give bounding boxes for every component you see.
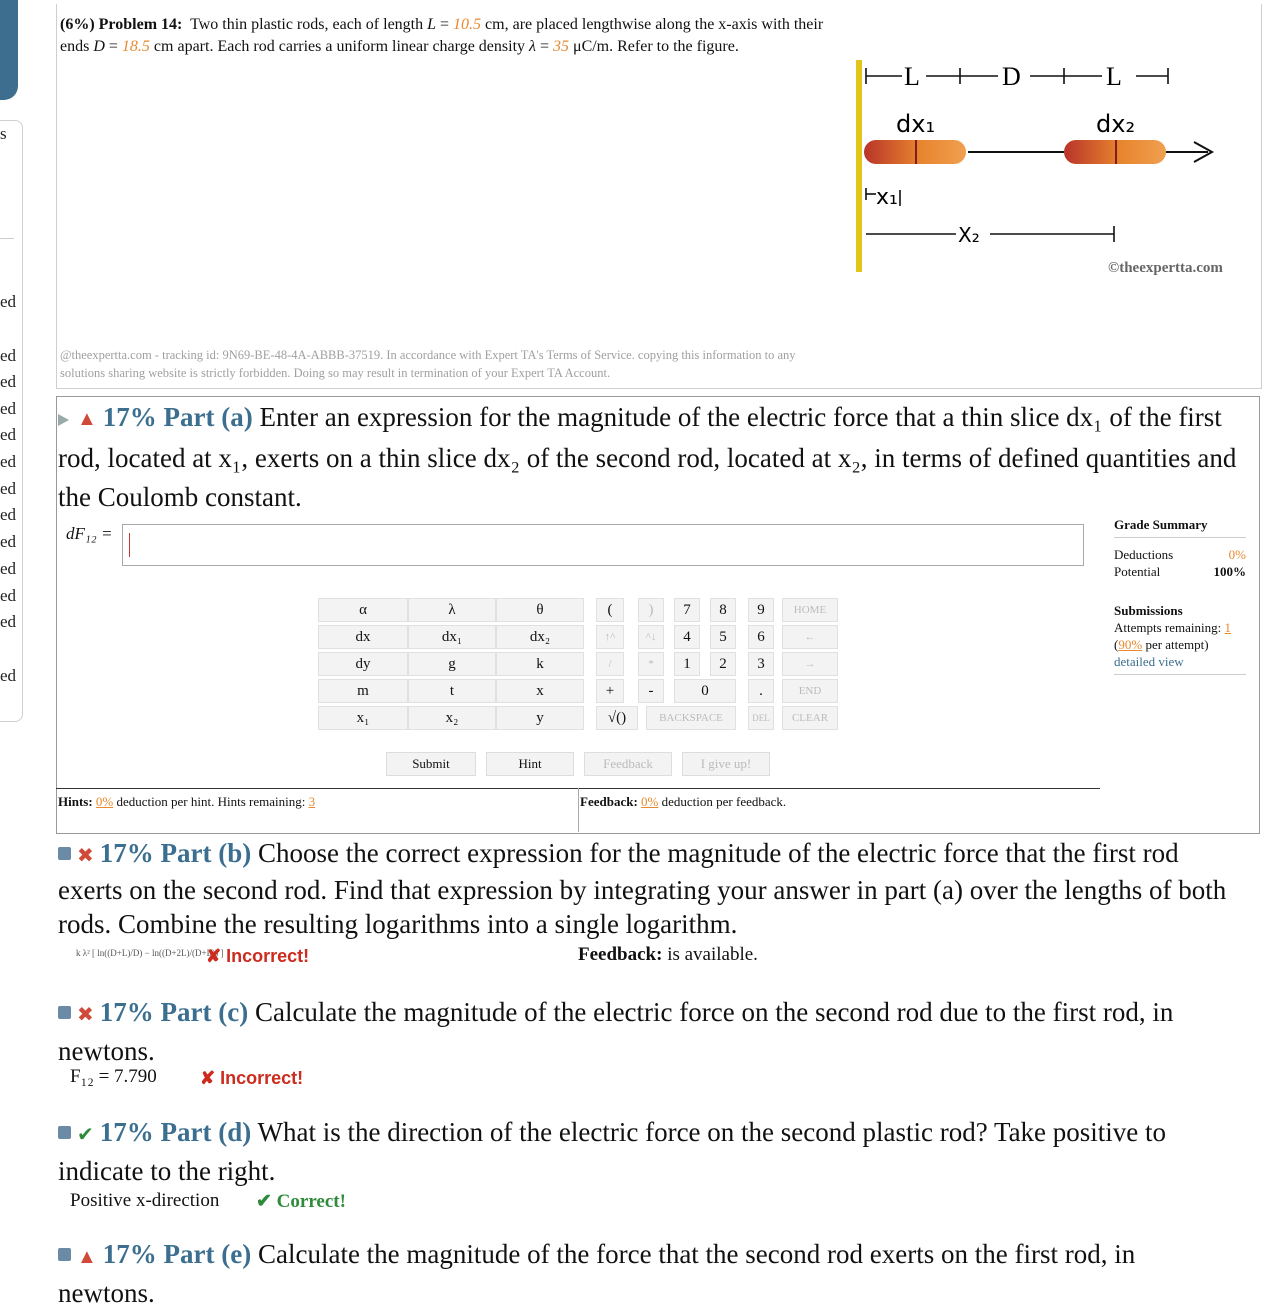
feedback-text: deduction per feedback.: [658, 794, 787, 809]
detailed-view-link[interactable]: detailed view: [1114, 654, 1184, 669]
hints-label: Hints:: [58, 794, 93, 809]
collapse-icon[interactable]: [58, 1126, 71, 1139]
sidebar-label[interactable]: ed: [0, 666, 17, 685]
answer-label: dF₁₂ =: [66, 524, 113, 543]
key-y[interactable]: y: [496, 706, 584, 730]
feedback-button[interactable]: Feedback: [584, 752, 672, 776]
part-a-text: Enter an expression for the magnitude of the electric force that a thin slice dx₁ of the first rod, located at x₁, exerts on a thin slice dx₂ of the second rod, located at x₂, in terms of defined quantities and the Coulomb constant.: [58, 402, 1237, 513]
rods-figure: [850, 60, 1250, 280]
part-a-question: [58, 398, 1238, 517]
label-L1: L: [904, 62, 920, 91]
home-button[interactable]: HOME: [782, 598, 838, 622]
attempts-label: Attempts remaining:: [1114, 620, 1222, 635]
part-b-label: 17% Part (b): [99, 838, 252, 868]
sidebar-label[interactable]: s: [0, 124, 7, 143]
key-5[interactable]: 5: [710, 625, 736, 649]
key-open-paren[interactable]: (: [596, 598, 624, 622]
potential-label: Potential: [1114, 564, 1161, 579]
label-x1: x₁: [876, 185, 898, 210]
equals: =: [104, 38, 122, 55]
sidebar-label[interactable]: ed: [0, 479, 17, 498]
problem-statement: [60, 14, 840, 58]
key-0[interactable]: 0: [674, 679, 736, 703]
collapse-icon[interactable]: [58, 1248, 71, 1261]
part-d-text: What is the direction of the electric force on the second plastic rod? Take positive to indicate to the right.: [58, 1117, 1167, 1186]
hint-feedback-divider: [578, 788, 579, 832]
problem-number: (6%) Problem 14:: [60, 16, 183, 33]
problem-text-3: cm apart. Each rod carries a uniform linear charge density: [149, 38, 530, 55]
potential-value: 100%: [1213, 564, 1246, 579]
expand-arrow-icon[interactable]: [58, 414, 69, 426]
warning-icon: ▲: [77, 408, 97, 431]
feedback-pct: 0%: [641, 794, 659, 809]
submit-button[interactable]: Submit: [386, 752, 476, 776]
key-x1[interactable]: x₁: [318, 706, 408, 730]
key-plus[interactable]: +: [596, 679, 624, 703]
grade-summary-title: Grade Summary: [1114, 517, 1208, 532]
lambda-value: 35: [552, 38, 569, 55]
part-c-label: 17% Part (c): [99, 997, 249, 1027]
hints-remaining: 3: [308, 794, 316, 809]
figure-copyright: ©theexpertta.com: [1108, 260, 1223, 276]
collapse-icon[interactable]: [58, 1006, 71, 1019]
part-c-answer: F₁₂ = 7.790: [70, 1066, 157, 1087]
hint-button[interactable]: Hint: [486, 752, 574, 776]
incorrect-icon: ✖: [77, 844, 94, 867]
deductions-label: Deductions: [1114, 547, 1174, 562]
key-4[interactable]: 4: [674, 625, 700, 649]
part-d-answer: Positive x-direction: [70, 1190, 220, 1211]
warning-icon: ▲: [77, 1245, 97, 1268]
key-theta[interactable]: θ: [496, 598, 584, 622]
key-up[interactable]: ↑^: [596, 625, 624, 649]
sidebar-divider: [0, 238, 14, 239]
backspace-button[interactable]: BACKSPACE: [646, 706, 736, 730]
part-d-status: ✔ Correct!: [256, 1191, 346, 1212]
label-D: D: [1002, 62, 1021, 91]
feedback-info: [580, 794, 786, 810]
label-L2: L: [1106, 62, 1122, 91]
part-b-feedback-label: Feedback:: [578, 944, 663, 965]
key-1[interactable]: 1: [674, 652, 700, 676]
sidebar-label[interactable]: ed: [0, 346, 17, 365]
part-e-text: Calculate the magnitude of the force that the second rod exerts on the first rod, in newtons.: [58, 1239, 1136, 1308]
tracking-notice: @theexpertta.com - tracking id: 9N69-BE-48-4A-ABBB-37519. In accordance with Expert TA's Terms of Service. copying this information to any solutions sharing website is strictly forbidden. Doing so may result in termination of your Expert TA Account.: [60, 348, 796, 380]
key-dx1[interactable]: dx₁: [408, 625, 496, 649]
end-button[interactable]: END: [782, 679, 838, 703]
problem-text-2: cm, are placed lengthwise along the x-axis with their ends: [60, 16, 824, 55]
key-alpha[interactable]: α: [318, 598, 408, 622]
collapse-icon[interactable]: [58, 847, 71, 860]
key-down[interactable]: ^↓: [638, 625, 664, 649]
part-e-label: 17% Part (e): [102, 1239, 252, 1269]
key-dy[interactable]: dy: [318, 652, 408, 676]
problem-text-4: μC/m. Refer to the figure.: [568, 38, 739, 55]
hints-info: [58, 794, 315, 810]
label-dx1: dx₁: [896, 110, 936, 138]
y-axis-wall: [856, 60, 862, 272]
per-attempt-pct: 90%: [1118, 637, 1143, 652]
key-x2[interactable]: x₂: [408, 706, 496, 730]
sidebar-label[interactable]: ed: [0, 586, 17, 605]
feedback-label: Feedback:: [580, 794, 638, 809]
lambda-symbol: λ: [529, 38, 536, 55]
key-multiply[interactable]: *: [638, 652, 664, 676]
key-minus[interactable]: -: [638, 679, 664, 703]
key-m[interactable]: m: [318, 679, 408, 703]
part-a-label: 17% Part (a): [102, 402, 253, 432]
key-close-paren[interactable]: ): [638, 598, 664, 622]
submissions-title: Submissions: [1114, 603, 1183, 618]
part-c-text: Calculate the magnitude of the electric force on the second rod due to the first rod, in newtons.: [58, 997, 1174, 1066]
key-lambda[interactable]: λ: [408, 598, 496, 622]
cursor-right-button[interactable]: →: [782, 652, 838, 676]
key-divide[interactable]: /: [596, 652, 624, 676]
key-t[interactable]: t: [408, 679, 496, 703]
grade-summary: Grade Summary Deductions 0% Potential 100% Submissions Attempts remaining: 1 (90% per attempt) detailed view: [1114, 516, 1246, 683]
distance-symbol: D: [93, 38, 105, 55]
per-attempt-text: per attempt): [1145, 637, 1209, 652]
equals: =: [535, 38, 553, 55]
key-dx[interactable]: dx: [318, 625, 408, 649]
delete-button[interactable]: DEL: [748, 706, 774, 730]
clear-button[interactable]: CLEAR: [782, 706, 838, 730]
length-value: 10.5: [453, 16, 482, 33]
key-dx2[interactable]: dx₂: [496, 625, 584, 649]
key-k[interactable]: k: [496, 652, 584, 676]
sidebar-logo-fragment: [0, 0, 18, 100]
sidebar-label[interactable]: ed: [0, 532, 17, 551]
sidebar-label[interactable]: ed: [0, 399, 17, 418]
sidebar-label[interactable]: ed: [0, 372, 17, 391]
deductions-value: 0%: [1228, 547, 1246, 562]
incorrect-icon: ✖: [77, 1003, 94, 1026]
sidebar-label[interactable]: ed: [0, 425, 17, 444]
key-7[interactable]: 7: [674, 598, 700, 622]
problem-text-1: Two thin plastic rods, each of length: [190, 16, 428, 33]
part-b-status: ✘ Incorrect!: [206, 946, 310, 966]
answer-input[interactable]: [122, 524, 1084, 566]
equals: =: [436, 16, 454, 33]
key-x[interactable]: x: [496, 679, 584, 703]
sidebar-label[interactable]: ed: [0, 559, 17, 578]
key-9[interactable]: 9: [748, 598, 774, 622]
part-d-label: 17% Part (d): [99, 1117, 252, 1147]
length-symbol: L: [427, 16, 437, 33]
attempts-value: 1: [1224, 620, 1231, 635]
action-buttons: [0, 752, 800, 778]
sidebar-label[interactable]: ed: [0, 612, 17, 631]
key-sqrt[interactable]: √(): [596, 706, 638, 730]
part-b-question: [58, 836, 1238, 941]
sidebar-label[interactable]: ed: [0, 292, 17, 311]
part-e-question: [58, 1236, 1238, 1311]
sidebar-label[interactable]: ed: [0, 452, 17, 471]
distance-value: 18.5: [121, 38, 150, 55]
cursor-left-button[interactable]: ←: [782, 625, 838, 649]
hints-pct: 0%: [95, 794, 114, 809]
key-2[interactable]: 2: [710, 652, 736, 676]
part-d-question: [58, 1114, 1238, 1189]
key-g[interactable]: g: [408, 652, 496, 676]
text-caret: [129, 533, 130, 557]
part-c-question: [58, 994, 1238, 1069]
part-b-formula: k λ² [ ln((D+L)/D) − ln((D+2L)/(D+L)) ]: [76, 948, 224, 958]
part-b-feedback: [578, 944, 758, 966]
part-c-status: ✘ Incorrect!: [200, 1068, 304, 1088]
key-3[interactable]: 3: [748, 652, 774, 676]
label-x2: X₂: [958, 223, 980, 247]
part-b-feedback-text: is available.: [662, 944, 758, 965]
hints-text: deduction per hint. Hints remaining:: [113, 794, 309, 809]
equation-keypad: [318, 596, 840, 734]
key-dot[interactable]: .: [748, 679, 774, 703]
key-8[interactable]: 8: [710, 598, 736, 622]
sidebar-label[interactable]: ed: [0, 505, 17, 524]
give-up-button[interactable]: I give up!: [682, 752, 770, 776]
part-b-text: Choose the correct expression for the magnitude of the electric force that the first rod exerts on the second rod. Find that expression by integrating your answer in part (a) over the lengths of both rods. Combine the resulting logarithms into a single logarithm.: [58, 838, 1227, 939]
label-dx2: dx₂: [1096, 110, 1136, 138]
checkmark-icon: ✔: [77, 1123, 94, 1146]
key-6[interactable]: 6: [748, 625, 774, 649]
